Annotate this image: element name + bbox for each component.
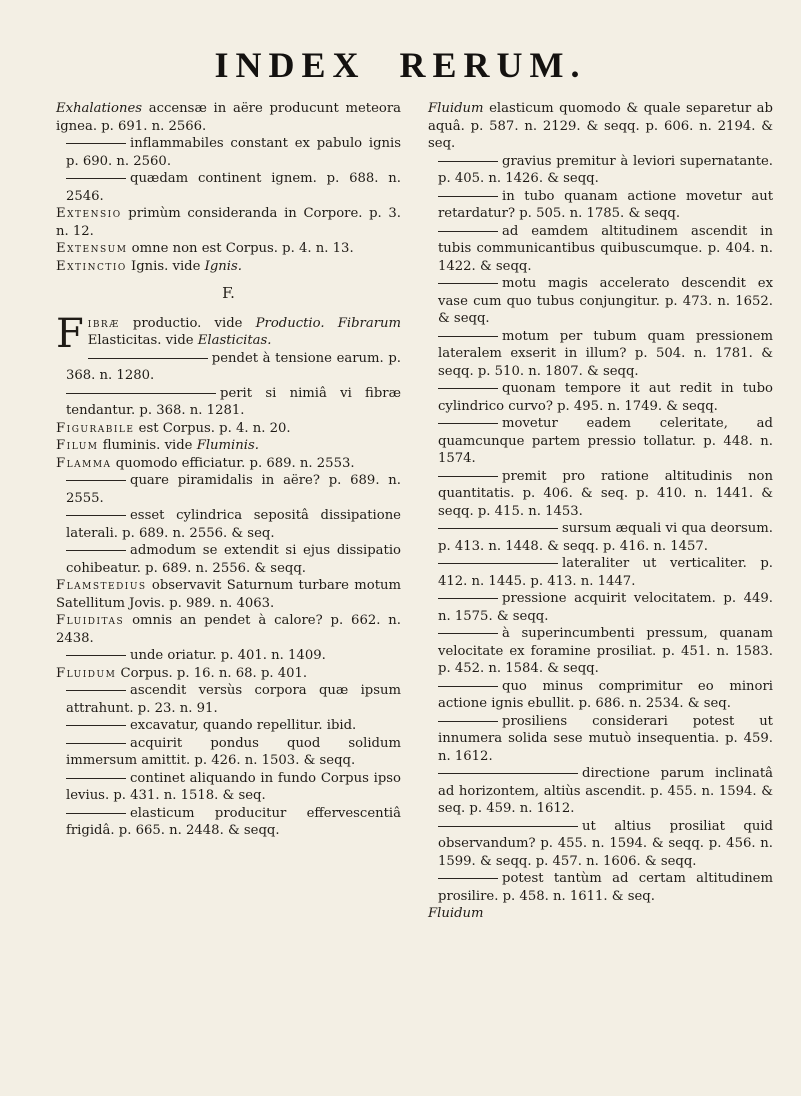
drop-capital: F [56, 310, 84, 357]
ditto-rule [66, 515, 126, 516]
index-entry [56, 612, 401, 647]
entry-headword: Flamstedius [56, 578, 147, 593]
running-head-rerum: RERUM. [399, 45, 587, 85]
entry-text: quonam tempore it aut redit in tubo cylindrico curvo? p. 495. n. 1749. & seqq. [438, 381, 773, 414]
right-column [428, 100, 773, 923]
index-entry [56, 647, 401, 665]
entry-headword: Figurabile [56, 420, 135, 436]
entry-text: ascendit versùs corpora quæ ipsum attrahunt. p. 23. n. 91. [66, 683, 401, 716]
index-entry [428, 223, 773, 276]
index-entry [428, 275, 773, 328]
entry-headword: Extinctio [56, 258, 127, 274]
index-entry [56, 472, 401, 507]
entry-text: ad eamdem altitudinem ascendit in tubis communicantibus quibuscumque. p. 404. n. 1422. & seqq. [438, 223, 773, 274]
entry-text: motu magis accelerato descendit ex vase cum quo tubus conjungitur. p. 473. n. 1652. & seqq. [438, 276, 773, 326]
entry-text: quare piramidalis in aëre? p. 689. n. 2555. [66, 473, 401, 506]
ditto-rule [438, 598, 498, 599]
entry-text: prosiliens considerari potest ut innumera solida sese mutuò insequentia. p. 459. n. 1612. [438, 713, 773, 764]
entry-headword: Extensum [56, 241, 128, 256]
ditto-rule [66, 690, 126, 691]
index-entry [428, 153, 773, 188]
ditto-rule [66, 480, 126, 481]
ditto-rule [438, 423, 498, 424]
index-entry [428, 100, 773, 153]
ditto-rule [438, 633, 498, 634]
ditto-rule [66, 655, 126, 656]
entry-text: Elasticitas. vide [87, 333, 198, 348]
entry-text: in tubo quanam actione movetur aut retardatur? p. 505. n. 1785. & seqq. [438, 188, 773, 221]
index-entry [56, 350, 401, 385]
entry-text [325, 316, 338, 331]
index-entry [428, 468, 773, 521]
index-entry [56, 310, 401, 357]
index-entry [428, 625, 773, 678]
index-entry [428, 328, 773, 381]
ditto-rule [66, 813, 126, 814]
entry-text: lateraliter ut verticaliter. p. 412. n. 1445. p. 413. n. 1447. [438, 556, 773, 589]
entry-text: premit pro ratione altitudinis non quantitatis. p. 406. & seq. p. 410. n. 1441. & seqq. p. 415. n. 1453. [438, 468, 773, 519]
index-entry [56, 577, 401, 612]
catchword: Fluidum [428, 906, 484, 921]
index-entry [56, 240, 401, 258]
ditto-rule [438, 563, 558, 564]
index-entry [428, 765, 773, 818]
entry-text: admodum se extendit si ejus dissipatio cohibeatur. p. 689. n. 2556. & seqq. [66, 543, 401, 576]
ditto-rule [66, 143, 126, 144]
ditto-rule [66, 550, 126, 551]
entry-text: gravius premitur à leviori supernatante. p. 405. n. 1426. & seqq. [438, 153, 773, 186]
index-entry [56, 420, 401, 438]
index-entry [56, 507, 401, 542]
entry-headword: Extensio [56, 206, 122, 221]
ditto-rule [438, 336, 498, 337]
entry-text: à superincumbenti pressum, quanam velocitate ex foramine prosiliat. p. 451. n. 1583. p. 452. n. 1584. & seqq. [438, 626, 773, 676]
entry-text: primùm consideranda in Corpore. p. 3. n. 12. [56, 206, 401, 239]
left-column [56, 100, 401, 840]
entry-reference: Elasticitas. [197, 333, 272, 348]
index-entry [56, 665, 401, 683]
ditto-rule [438, 231, 498, 232]
running-head [0, 44, 801, 86]
entry-text: est Corpus. p. 4. n. 20. [134, 420, 291, 436]
entry-text: excavatur, quando repellitur. ibid. [130, 718, 357, 733]
ditto-rule [66, 743, 126, 744]
index-entry [56, 437, 401, 455]
entry-text: elasticum quomodo & quale separetur ab aquâ. p. 587. n. 2129. & seqq. p. 606. n. 2194. & seq. [428, 101, 773, 151]
index-entry [56, 258, 401, 276]
ditto-rule [438, 196, 498, 197]
ditto-rule [438, 476, 498, 477]
entry-reference: Fibrarum [337, 315, 401, 331]
ditto-rule [438, 161, 498, 162]
index-entry [56, 135, 401, 170]
index-entry [56, 682, 401, 717]
ditto-rule [438, 283, 498, 284]
entry-text: quædam continent ignem. p. 688. n. 2546. [66, 171, 401, 204]
entry-text: potest tantùm ad certam altitudinem prosilire. p. 458. n. 1611. & seq. [438, 871, 773, 904]
ditto-rule [438, 388, 498, 389]
entry-text: perit si nimiâ vi fibræ tendantur. p. 368. n. 1281. [66, 385, 401, 418]
entry-text: continet aliquando in fundo Corpus ipso levius. p. 431. n. 1518. & seq. [66, 770, 401, 803]
entry-text: pressione acquirit velocitatem. p. 449. n. 1575. & seqq. [438, 591, 773, 624]
entry-reference: Ignis. [204, 258, 242, 274]
index-entry [428, 380, 773, 415]
entry-text: ut altius prosiliat quid observandum? p. 455. n. 1594. & seqq. p. 456. n. 1599. & seqq. p. 457. n. 1606. & seqq. [438, 818, 773, 869]
entry-text: Ignis. vide [126, 258, 205, 274]
ditto-rule [66, 393, 216, 394]
index-entry [428, 555, 773, 590]
entry-text: omnis an pendet à calore? p. 662. n. 2438. [56, 613, 401, 646]
index-entry [56, 770, 401, 805]
entry-headword: Filum [56, 438, 99, 453]
ditto-rule [438, 686, 498, 687]
entry-reference: Fluminis. [196, 438, 259, 453]
entry-headword: Exhalationes [56, 101, 143, 116]
entry-text: quo minus comprimitur eo minori actione ignis ebullit. p. 686. n. 2534. & seq. [438, 678, 773, 711]
entry-text: elasticum producitur effervescentiâ frigidâ. p. 665. n. 2448. & seqq. [66, 805, 401, 838]
index-entry [56, 805, 401, 840]
section-letter: F. [222, 284, 235, 302]
entry-text: acquirit pondus quod solidum immersum amittit. p. 426. n. 1503. & seqq. [66, 735, 401, 768]
index-entry [56, 100, 401, 135]
entry-reference: Productio. [255, 315, 325, 331]
entry-text: motum per tubum quam pressionem lateralem exserit in illum? p. 504. n. 1781. & seqq. p. 510. n. 1807. & seqq. [438, 328, 773, 379]
index-entry [428, 818, 773, 871]
index-entry [428, 590, 773, 625]
entry-text: pendet à tensione earum. p. 368. n. 1280. [66, 350, 401, 383]
running-head-index: INDEX [214, 45, 366, 85]
ditto-rule [438, 826, 578, 827]
index-entry [56, 205, 401, 240]
entry-text: fluminis. vide [98, 438, 197, 453]
ditto-rule [66, 725, 126, 726]
index-entry [56, 170, 401, 205]
entry-text: esset cylindrica sepositâ dissipatione laterali. p. 689. n. 2556. & seq. [66, 508, 401, 541]
ditto-rule [438, 721, 498, 722]
ditto-rule [66, 778, 126, 779]
entry-headword: Flamma [56, 455, 112, 471]
entry-text: movetur eadem celeritate, ad quamcunque partem pressio tollatur. p. 448. n. 1574. [438, 416, 773, 466]
entry-text: directione parum inclinatâ ad horizontem, altiùs ascendit. p. 455. n. 1594. & seq. p. 459. n. 1612. [438, 766, 773, 816]
entry-text: sursum æquali vi qua deorsum. p. 413. n. 1448. & seqq. p. 416. n. 1457. [438, 521, 773, 554]
ditto-rule [88, 358, 208, 359]
index-entry [428, 520, 773, 555]
index-entry [428, 870, 773, 905]
entry-text: quomodo efficiatur. p. 689. n. 2553. [111, 455, 355, 471]
index-entry [428, 678, 773, 713]
index-entry [56, 455, 401, 473]
entry-headword: Fluiditas [56, 613, 125, 628]
entry-headword: Fluidum [56, 665, 117, 681]
index-entry [428, 713, 773, 766]
entry-headword: Fluidum [428, 101, 484, 116]
index-entry [56, 385, 401, 420]
entry-text: unde oriatur. p. 401. n. 1409. [130, 648, 326, 663]
entry-text: omne non est Corpus. p. 4. n. 13. [127, 241, 354, 256]
entry-text: observavit Saturnum turbare motum Satellitum Jovis. p. 989. n. 4063. [56, 578, 401, 611]
ditto-rule [66, 178, 126, 179]
entry-text: inflammabiles constant ex pabulo ignis p. 690. n. 2560. [66, 136, 401, 169]
index-entry [56, 717, 401, 735]
index-entry [56, 735, 401, 770]
ditto-rule [438, 773, 578, 774]
index-entry [428, 415, 773, 468]
entry-text: Corpus. p. 16. n. 68. p. 401. [116, 665, 308, 681]
index-entry [56, 542, 401, 577]
entry-text: accensæ in aëre producunt meteora ignea. p. 691. n. 2566. [56, 101, 401, 134]
entry-headword: ibræ [87, 315, 120, 331]
ditto-rule [438, 528, 558, 529]
ditto-rule [438, 878, 498, 879]
entry-text: productio. vide [119, 315, 256, 331]
index-entry [428, 188, 773, 223]
